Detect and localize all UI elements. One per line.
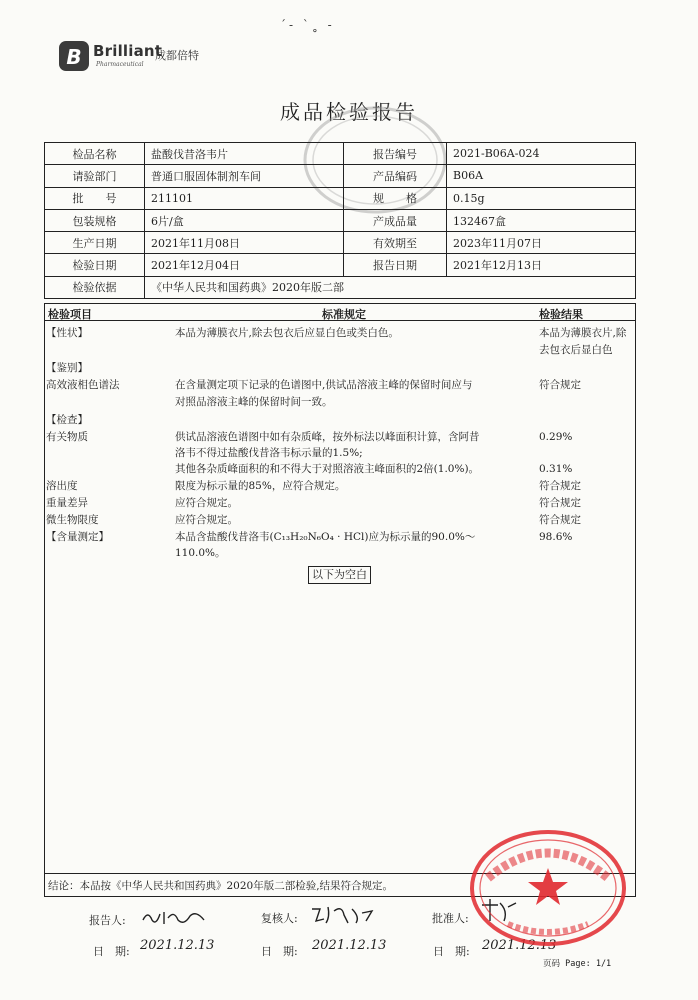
reporter-date-label: 日 期: — [93, 945, 130, 958]
col-item-header: 检验项目 — [48, 308, 92, 321]
top-marks: ˊ- ˋ˳ - — [280, 18, 335, 32]
brilliant-logo-icon — [58, 40, 90, 72]
result-value: 0.31% — [539, 463, 573, 475]
approver-date-label: 日 期: — [433, 945, 470, 958]
test-date-label: 检验日期 — [45, 254, 145, 276]
expiry-value: 2023年11月07日 — [447, 232, 636, 254]
mfg-date-label: 生产日期 — [45, 232, 145, 254]
result-standard: 其他各杂质峰面积的和不得大于对照溶液主峰面积的2倍(1.0%)。 — [175, 463, 480, 475]
batch-label: 批 号 — [45, 187, 145, 209]
quantity-value: 132467盒 — [447, 209, 636, 231]
mfg-date-value: 2021年11月08日 — [145, 232, 344, 254]
conclusion: 结论：本品按《中华人民共和国药典》2020年版二部检验,结果符合规定。 — [48, 880, 394, 892]
result-standard: 本品为薄膜衣片,除去包衣后应显白色或类白色。 — [175, 327, 399, 339]
result-item: 有关物质 — [46, 431, 88, 443]
result-item: 【性状】 — [46, 327, 88, 339]
product-code-label: 产品编码 — [344, 165, 447, 187]
package-value: 6片/盒 — [145, 209, 344, 231]
result-value: 本品为薄膜衣片,除 — [539, 327, 627, 339]
red-company-stamp — [468, 828, 628, 952]
result-section: 【鉴别】 — [46, 362, 88, 374]
basis-label: 检验依据 — [45, 276, 145, 298]
result-item: 高效液相色谱法 — [46, 379, 120, 391]
result-standard: 在含量测定项下记录的色谱图中,供试品溶液主峰的保留时间应与 — [175, 379, 473, 391]
dept-label: 请验部门 — [45, 165, 145, 187]
result-item: 重量差异 — [46, 497, 88, 509]
result-value: 98.6% — [539, 531, 573, 543]
approver-label: 批准人: — [432, 912, 469, 925]
result-standard-cont: 对照品溶液主峰的保留时间一致。 — [175, 396, 333, 408]
expiry-label: 有效期至 — [344, 232, 447, 254]
col-standard-header: 标准规定 — [322, 308, 366, 321]
result-standard: 供试品溶液色谱图中如有杂质峰，按外标法以峰面积计算，含阿昔 — [175, 431, 480, 443]
quantity-label: 产成品量 — [344, 209, 447, 231]
result-standard: 限度为标示量的85%，应符合规定。 — [175, 480, 346, 492]
result-item: 【含量测定】 — [46, 531, 109, 543]
result-value: 符合规定 — [539, 497, 581, 509]
result-standard-cont: 110.0%。 — [175, 547, 226, 559]
result-value: 符合规定 — [539, 379, 581, 391]
approver-date: 2021.12.13 — [482, 938, 557, 953]
result-value-cont: 去包衣后显白色 — [539, 344, 613, 356]
spec-label: 规 格 — [344, 187, 447, 209]
report-no-value: 2021-B06A-024 — [447, 143, 636, 165]
brand-name-cn: 成都倍特 — [155, 49, 199, 62]
result-item: 微生物限度 — [46, 514, 99, 526]
result-standard-cont: 洛韦不得过盐酸伐昔洛韦标示量的1.5%; — [175, 447, 363, 459]
report-no-label: 报告编号 — [344, 143, 447, 165]
reviewer-date: 2021.12.13 — [312, 938, 387, 953]
result-item: 溶出度 — [46, 480, 78, 492]
reporter-signature — [140, 906, 210, 932]
result-standard: 应符合规定。 — [175, 514, 238, 526]
package-label: 包装规格 — [45, 209, 145, 231]
result-standard: 应符合规定。 — [175, 497, 238, 509]
product-name-value: 盐酸伐昔洛韦片 — [145, 143, 344, 165]
result-value: 符合规定 — [539, 480, 581, 492]
blank-below-note: 以下为空白 — [308, 566, 371, 584]
reviewer-label: 复核人: — [261, 912, 298, 925]
batch-value: 211101 — [145, 187, 344, 209]
spec-value: 0.15g — [447, 187, 636, 209]
report-title: 成品检验报告 — [280, 100, 418, 124]
product-name-label: 检品名称 — [45, 143, 145, 165]
result-standard: 本品含盐酸伐昔洛韦(C₁₃H₂₀N₆O₄ · HCl)应为标示量的90.0%～ — [175, 531, 476, 543]
reviewer-signature — [308, 903, 378, 931]
result-value: 符合规定 — [539, 514, 581, 526]
reporter-date: 2021.12.13 — [140, 938, 215, 953]
test-date-value: 2021年12月04日 — [145, 254, 344, 276]
report-date-label: 报告日期 — [344, 254, 447, 276]
col-result-header: 检验结果 — [539, 308, 583, 321]
result-value: 0.29% — [539, 431, 573, 443]
reviewer-date-label: 日 期: — [261, 945, 298, 958]
dept-value: 普通口服固体制剂车间 — [145, 165, 344, 187]
page-number: 页码 Page: 1/1 — [543, 959, 612, 969]
basis-value: 《中华人民共和国药典》2020年版二部 — [145, 276, 636, 298]
reporter-label: 报告人: — [89, 914, 126, 927]
info-table — [44, 142, 636, 299]
brand-name-en: Brilliant — [93, 42, 163, 60]
product-code-value: B06A — [447, 165, 636, 187]
brand-name-sub: Pharmaceutical — [96, 61, 144, 68]
report-date-value: 2021年12月13日 — [447, 254, 636, 276]
result-section: 【检查】 — [46, 414, 88, 426]
svg-text:B: B — [66, 45, 82, 69]
